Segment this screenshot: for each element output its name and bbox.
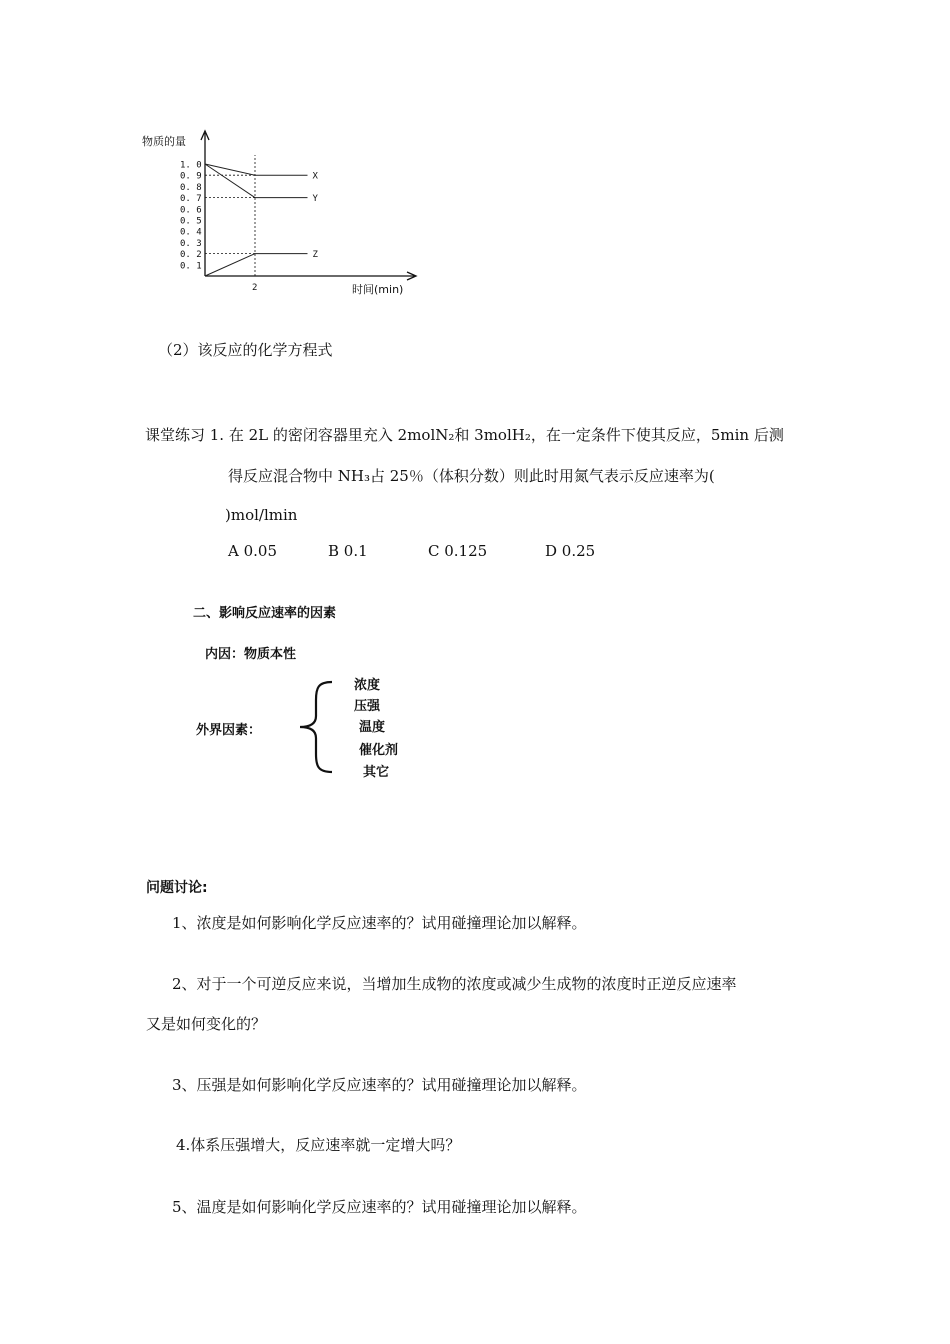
series-line-z [205, 254, 308, 276]
y-tick-label: 1. 0 [180, 160, 202, 171]
amount-time-chart [130, 125, 430, 300]
y-tick-label: 0. 8 [180, 182, 202, 193]
factor-other: 其它 [363, 765, 390, 780]
discussion-q2-line1: 2、对于一个可逆反应来说，当增加生成物的浓度或减少生成物的浓度时正逆反应速率 [172, 975, 737, 993]
option-a: A 0.05 [228, 542, 277, 560]
factor-catalyst: 催化剂 [359, 743, 399, 758]
option-c: C 0.125 [428, 542, 488, 560]
section-title: 二、影响反应速率的因素 [193, 606, 337, 621]
chart-ticks [180, 155, 257, 293]
factor-temperature: 温度 [359, 720, 386, 735]
x-tick-label: 2 [252, 283, 258, 293]
exercise-line-3: )mol/lmin [225, 506, 298, 524]
discussion-q4: 4.体系压强增大，反应速率就一定增大吗？ [176, 1136, 461, 1154]
external-factor-label: 外界因素： [196, 723, 262, 738]
discussion-q1: 1、浓度是如何影响化学反应速率的？试用碰撞理论加以解释。 [172, 914, 587, 932]
discussion-q5: 5、温度是如何影响化学反应速率的？试用碰撞理论加以解释。 [172, 1198, 587, 1216]
y-axis-label: 物质的量 [142, 135, 186, 148]
y-tick-label: 0. 9 [180, 171, 202, 182]
series-line-x [205, 164, 308, 175]
option-d: D 0.25 [545, 542, 596, 560]
y-tick-label: 0. 7 [180, 194, 202, 205]
y-tick-label: 0. 4 [180, 227, 202, 238]
chart-axes [201, 131, 416, 280]
discussion-title: 问题讨论: [146, 880, 208, 896]
discussion-q3: 3、压强是如何影响化学反应速率的？试用碰撞理论加以解释。 [172, 1076, 587, 1094]
question-2: （2）该反应的化学方程式 [158, 341, 333, 359]
discussion-q2-line2: 又是如何变化的？ [146, 1015, 267, 1033]
y-tick-label: 0. 2 [180, 250, 202, 261]
factor-concentration: 浓度 [354, 678, 381, 693]
exercise-line-2: 得反应混合物中 NH₃占 25％（体积分数）则此时用氮气表示反应速率为( [228, 467, 715, 485]
y-tick-label: 0. 6 [180, 205, 202, 216]
option-b: B 0.1 [328, 542, 368, 560]
y-tick-label: 0. 3 [180, 238, 202, 249]
factor-pressure: 压强 [354, 699, 381, 714]
series-label-x: X [312, 171, 318, 182]
exercise-line-1: 课堂练习 1. 在 2L 的密闭容器里充入 2molN₂和 3molH₂，在一定条件下使其反应，5min 后测 [145, 426, 784, 444]
series-line-y [205, 164, 308, 198]
brace-icon [296, 680, 336, 774]
series-label-y: Y [312, 194, 318, 205]
internal-factor: 内因：物质本性 [205, 647, 297, 662]
series-label-z: Z [312, 250, 318, 261]
y-tick-label: 0. 1 [180, 261, 202, 272]
x-axis-label: 时间(min) [352, 283, 404, 296]
y-tick-label: 0. 5 [180, 216, 202, 227]
chart-series [205, 164, 319, 276]
